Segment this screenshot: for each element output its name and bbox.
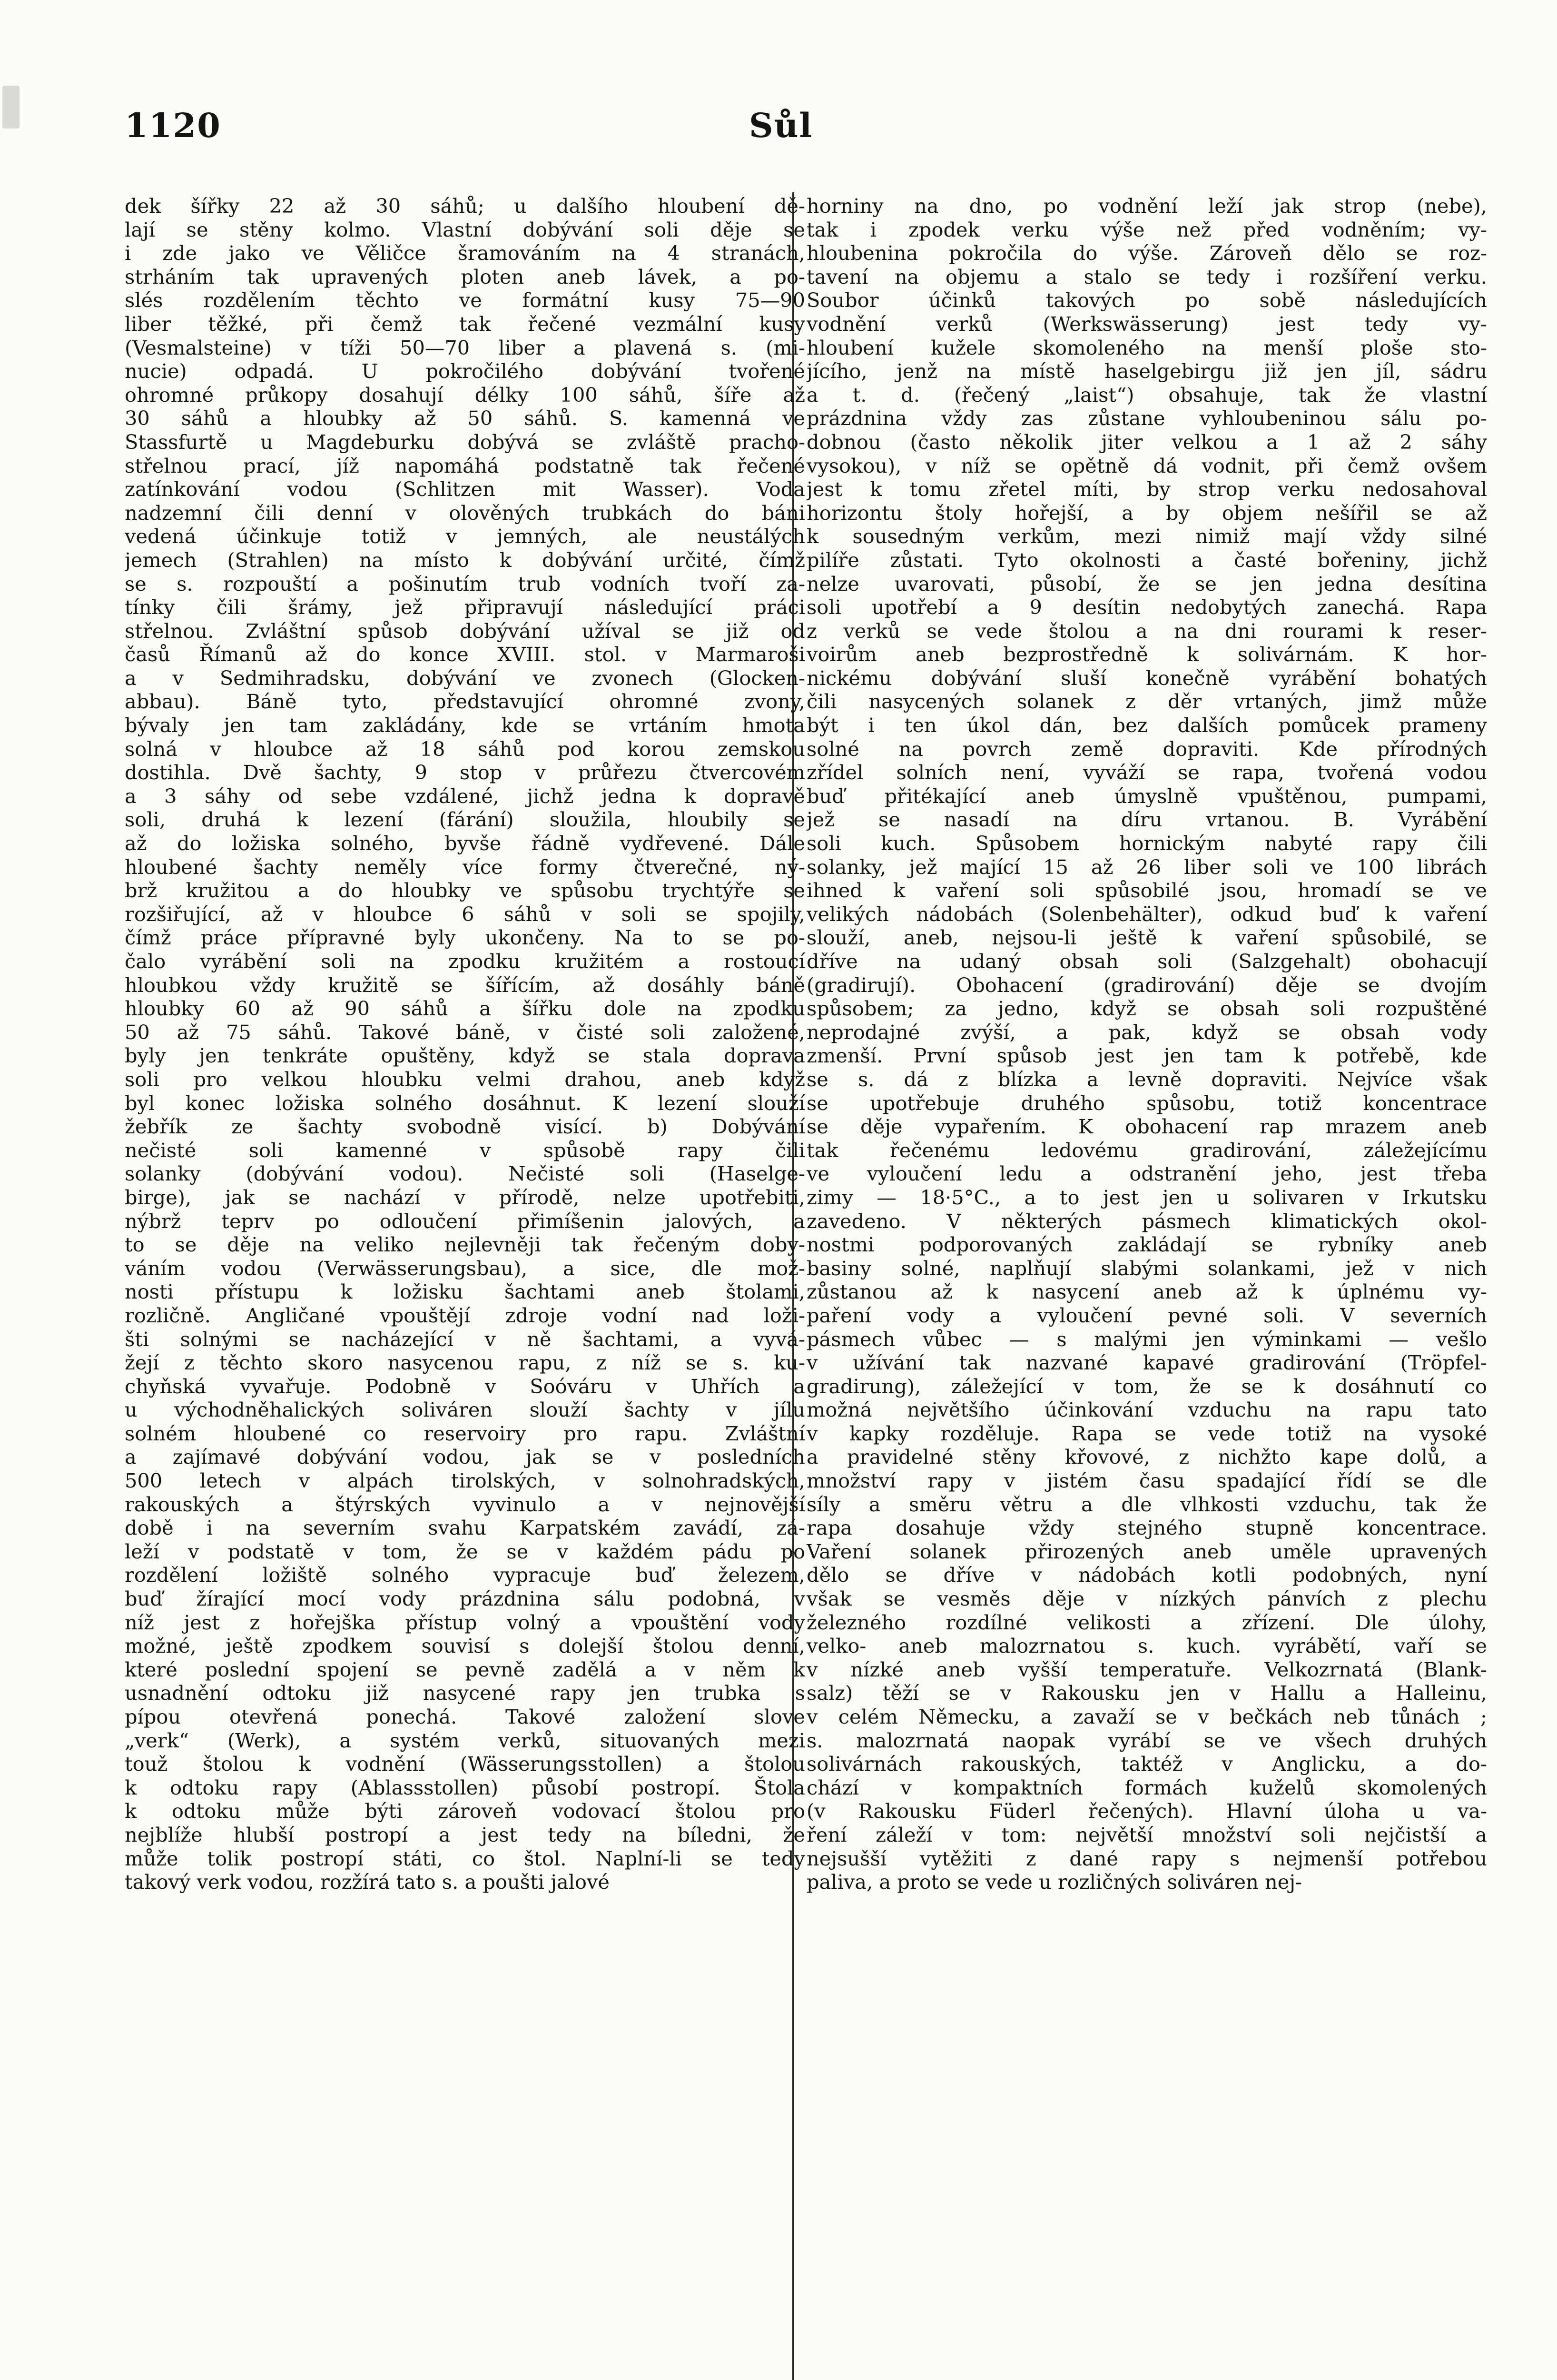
left-column-line: nadzemní čili denní v olověných trubkách do báni: [125, 501, 805, 525]
right-column-line: velko- aneb malozrnatou s. kuch. vyrábětí, vaří se: [807, 1634, 1487, 1658]
left-column-line: ohromné průkopy dosahují délky 100 sáhů, šíře až: [125, 383, 805, 407]
right-column-line: z verků se vede štolou a na dni rourami k reser-: [807, 619, 1487, 643]
left-column-line: brž kružitou a do hloubky ve spůsobu trychtýře se: [125, 879, 805, 902]
left-column-line: bývaly jen tam zakládány, kde se vrtáním hmota: [125, 714, 805, 737]
left-column-line: leží v podstatě v tom, že se v každém pádu po: [125, 1539, 805, 1563]
left-column-line: k odtoku může býti zároveň vodovací štolou pro: [125, 1799, 805, 1823]
right-column-line: železného rozdílné velikosti a zřízení. Dle úlohy,: [807, 1610, 1487, 1634]
left-column-line: možné, ještě zpodkem souvisí s dolejší štolou denní,: [125, 1634, 805, 1658]
right-column-line: jícího, jenž na místě haselgebirgu již jen jíl, sádru: [807, 359, 1487, 383]
right-column-line: pásmech vůbec — s malými jen výminkami — vešlo: [807, 1327, 1487, 1351]
page-number: 1120: [125, 106, 221, 145]
right-column-line: gradirung), záležející v tom, že se k dosáhnutí co: [807, 1374, 1487, 1398]
left-column-line: které poslední spojení se pevně zadělá a v něm k: [125, 1657, 805, 1681]
right-column-line: hloubení kužele skomoleného na menší ploše sto-: [807, 336, 1487, 359]
left-column-line: žebřík ze šachty svobodně visící. b) Dobývání: [125, 1115, 805, 1139]
right-column-line: Vaření solanek přirozených aneb uměle upravených: [807, 1539, 1487, 1563]
left-column-line: 30 sáhů a hloubky až 50 sáhů. S. kamenná ve: [125, 407, 805, 430]
left-column-line: usnadnění odtoku již nasycené rapy jen trubka s: [125, 1681, 805, 1705]
right-column-line: horizontu štoly hořejší, a by objem nešířil se až: [807, 501, 1487, 525]
right-column-line: hloubenina pokročila do výše. Zároveň dělo se roz-: [807, 241, 1487, 265]
right-column-line: paření vody a vyloučení pevné soli. V severních: [807, 1303, 1487, 1327]
left-column-line: hloubky 60 až 90 sáhů a šířku dole na zpodku: [125, 997, 805, 1021]
left-column-line: váním vodou (Verwässerungsbau), a sice, dle mož-: [125, 1256, 805, 1280]
right-column-line: být i ten úkol dán, bez dalších pomůcek prameny: [807, 714, 1487, 737]
left-column-line: časů Římanů až do konce XVIII. stol. v Marmaroši: [125, 643, 805, 666]
left-column-line: hloubkou vždy kružitě se šířícím, až dosáhly báně: [125, 973, 805, 997]
right-column-line: Soubor účinků takových po sobě následujících: [807, 288, 1487, 312]
right-column-line: ření záleží v tom: největší množství soli nejčistší a: [807, 1823, 1487, 1846]
right-column-line: solivárnách rakouských, taktéž v Anglicku, a do-: [807, 1752, 1487, 1776]
right-column-line: (v Rakousku Füderl řečených). Hlavní úloha u va-: [807, 1799, 1487, 1823]
left-column-line: touž štolou k vodnění (Wässerungsstollen) a štolou: [125, 1752, 805, 1776]
right-column-line: neprodajné zvýší, a pak, když se obsah vody: [807, 1020, 1487, 1044]
left-column-line: dostihla. Dvě šachty, 9 stop v průřezu čtvercovém: [125, 761, 805, 784]
right-column-line: horniny na dno, po vodnění leží jak strop (nebe),: [807, 194, 1487, 218]
left-column-line: to se děje na veliko nejlevněji tak řečeným doby-: [125, 1233, 805, 1257]
right-column-line: (gradirují). Obohacení (gradirování) děje se dvojím: [807, 973, 1487, 997]
right-column-line: jež se nasadí na díru vrtanou. B. Vyrábění: [807, 808, 1487, 832]
right-column-line: se děje vypařením. K obohacení rap mrazem aneb: [807, 1115, 1487, 1139]
right-column-line: soli upotřebí a 9 desítin nedobytých zanechá. Rapa: [807, 595, 1487, 619]
left-column-line: strháním tak upravených ploten aneb lávek, a po-: [125, 265, 805, 288]
left-column-line: a v Sedmihradsku, dobývání ve zvonech (Glocken-: [125, 666, 805, 690]
left-column-line: jemech (Strahlen) na místo k dobývání určité, čímž: [125, 548, 805, 572]
right-column-line: se s. dá z blízka a levně dopraviti. Nejvíce však: [807, 1067, 1487, 1091]
running-head: Sůl: [749, 106, 813, 145]
right-column-line: slouží, aneb, nejsou-li ještě k vaření spůsobilé, se: [807, 926, 1487, 950]
right-column-line: soli kuch. Spůsobem hornickým nabyté rapy čili: [807, 832, 1487, 855]
left-column-line: nýbrž teprv po odloučení přimíšenin jalových, a: [125, 1209, 805, 1233]
left-column-line: rozličně. Angličané vpouštějí zdroje vodní nad loži-: [125, 1303, 805, 1327]
right-column-line: nickému dobývání sluší konečně vyrábění bohatých: [807, 666, 1487, 690]
left-column-line: solanky (dobývání vodou). Nečisté soli (Haselge-: [125, 1162, 805, 1186]
left-column-line: solná v hloubce až 18 sáhů pod korou zemskou: [125, 737, 805, 761]
left-column-line: zatínkování vodou (Schlitzen mit Wasser). Voda: [125, 477, 805, 501]
left-column-line: tínky čili šrámy, jež připravují následující práci: [125, 595, 805, 619]
right-column-line: paliva, a proto se vede u rozličných soliváren nej-: [807, 1870, 1302, 1894]
right-column-line: čili nasycených solanek z děr vrtaných, jimž může: [807, 690, 1487, 714]
right-column-line: se upotřebuje druhého spůsobu, totiž koncentrace: [807, 1091, 1487, 1115]
right-column-line: v užívání tak nazvané kapavé gradirování (Tröpfel-: [807, 1351, 1487, 1375]
left-column-line: šti solnými se nacházející v ně šachtami, a vyvá-: [125, 1327, 805, 1351]
left-column-line: dek šířky 22 až 30 sáhů; u dalšího hloubení dě-: [125, 194, 805, 218]
left-column-line: rozdělení ložiště solného vypracuje buď železem,: [125, 1563, 805, 1587]
right-column: [807, 194, 1487, 1894]
right-column-line: spůsobem; za jedno, když se obsah soli rozpuštěné: [807, 997, 1487, 1021]
left-column-line: a 3 sáhy od sebe vzdálené, jichž jedna k dopravě: [125, 784, 805, 808]
left-column: [125, 194, 805, 1894]
right-column-line: rapa dosahuje vždy stejného stupně koncentrace.: [807, 1516, 1487, 1540]
left-column-line: takový verk vodou, rozžírá tato s. a poušti jalové: [125, 1870, 610, 1894]
right-column-line: tak i zpodek verku výše než před vodněním; vy-: [807, 218, 1487, 241]
right-column-line: prázdnina vždy zas zůstane vyhloubeninou sálu po-: [807, 407, 1487, 430]
left-column-line: vedená účinkuje totiž v jemných, ale neustálých: [125, 525, 805, 548]
right-column-line: pilíře zůstati. Tyto okolnosti a časté bořeniny, jichž: [807, 548, 1487, 572]
right-column-line: solné na povrch země dopraviti. Kde přírodných: [807, 737, 1487, 761]
left-column-line: u východněhalických soliváren slouží šachty v jílu: [125, 1398, 805, 1422]
right-column-line: zůstanou až k nasycení aneb až k úplnému vy-: [807, 1280, 1487, 1304]
left-column-line: lají se stěny kolmo. Vlastní dobývání soli děje se: [125, 218, 805, 241]
right-column-line: jest k tomu zřetel míti, by strop verku nedosahoval: [807, 477, 1487, 501]
left-column-line: soli pro velkou hloubku velmi drahou, aneb když: [125, 1067, 805, 1091]
right-column-line: síly a směru větru a dle vlhkosti vzduchu, tak že: [807, 1492, 1487, 1516]
left-column-line: nosti přístupu k ložisku šachtami aneb štolami,: [125, 1280, 805, 1304]
left-column-line: chyňská vyvařuje. Podobně v Soóváru v Uhřích a: [125, 1374, 805, 1398]
right-column-line: zimy — 18·5°C., a to jest jen u solivaren v Irkutsku: [807, 1185, 1487, 1209]
left-column-line: žejí z těchto skoro nasycenou rapu, z níž se s. ku-: [125, 1351, 805, 1375]
left-column-line: „verk“ (Werk), a systém verků, situovaných mezi: [125, 1728, 805, 1752]
right-column-line: voirům aneb bezprostředně k solivárnám. K hor-: [807, 643, 1487, 666]
left-column-line: k odtoku rapy (Ablassstollen) působí postropí. Štola: [125, 1775, 805, 1799]
right-column-line: dobnou (často několik jiter velkou a 1 až 2 sáhy: [807, 430, 1487, 454]
right-column-line: v kapky rozděluje. Rapa se vede totiž na vysoké: [807, 1421, 1487, 1445]
left-column-line: liber těžké, při čemž tak řečené vezmální kusy: [125, 312, 805, 336]
right-column-line: solanky, jež mající 15 až 26 liber soli ve 100 librách: [807, 855, 1487, 879]
right-column-line: ihned k vaření soli spůsobilé jsou, hromadí se ve: [807, 879, 1487, 902]
left-column-line: pípou otevřená ponechá. Takové založení slove: [125, 1705, 805, 1728]
right-column-line: chází v kompaktních formách kuželů skomolených: [807, 1775, 1487, 1799]
right-column-line: nelze uvarovati, působí, že se jen jedna desítina: [807, 572, 1487, 595]
right-column-line: nejsušší vytěžiti z dané rapy s nejmenší potřebou: [807, 1846, 1487, 1870]
left-column-line: se s. rozpouští a pošinutím trub vodních tvoří za-: [125, 572, 805, 595]
right-column-line: však se vesměs děje v nízkých pánvích z plechu: [807, 1587, 1487, 1611]
left-column-line: nejblíže hlubší postropí a jest tedy na bíledni, že: [125, 1823, 805, 1846]
left-column-line: byl konec ložiska solného dosáhnut. K lezení slouží: [125, 1091, 805, 1115]
right-column-line: a t. d. (řečený „laist“) obsahuje, tak že vlastní: [807, 383, 1487, 407]
left-column-line: solném hloubené co reservoiry pro rapu. Zvláštní: [125, 1421, 805, 1445]
left-column-line: birge), jak se nachází v přírodě, nelze upotřebiti,: [125, 1185, 805, 1209]
right-column-line: vodnění verků (Werkswässerung) jest tedy vy-: [807, 312, 1487, 336]
left-column-line: střelnou. Zvláštní spůsob dobývání užíval se již od: [125, 619, 805, 643]
right-column-line: v celém Německu, a zavaží se v bečkách neb tůnách ;: [807, 1705, 1487, 1728]
left-column-line: buď žírající mocí vody prázdnina sálu podobná, v: [125, 1587, 805, 1611]
right-column-line: nostmi podporovaných zakládají se rybníky aneb: [807, 1233, 1487, 1257]
right-column-line: salz) těží se v Rakousku jen v Hallu a Halleinu,: [807, 1681, 1487, 1705]
right-column-line: s. malozrnatá naopak vyrábí se ve všech druhých: [807, 1728, 1487, 1752]
left-column-line: může tolik postropí státi, co štol. Naplní-li se tedy: [125, 1846, 805, 1870]
left-column-line: 500 letech v alpách tirolských, v solnohradských,: [125, 1469, 805, 1493]
left-column-line: střelnou prací, jíž napomáhá podstatně tak řečené: [125, 454, 805, 477]
left-column-line: nečisté soli kamenné v spůsobě rapy čili: [125, 1138, 805, 1162]
left-column-line: soli, druhá k lezení (fárání) sloužila, hloubily se: [125, 808, 805, 832]
right-column-line: velikých nádobách (Solenbehälter), odkud buď k vaření: [807, 902, 1487, 926]
right-column-line: a pravidelné stěny křovové, z nichžto kape dolů, a: [807, 1445, 1487, 1469]
left-column-line: době i na severním svahu Karpatském zavádí, zá-: [125, 1516, 805, 1540]
left-column-line: (Vesmalsteine) v tíži 50—70 liber a plavená s. (mi-: [125, 336, 805, 359]
right-column-line: množství rapy v jistém času spadající řídí se dle: [807, 1469, 1487, 1493]
right-column-line: v nízké aneb vyšší temperatuře. Velkozrnatá (Blank-: [807, 1657, 1487, 1681]
right-column-line: basiny solné, naplňují slabými solankami, jež v nich: [807, 1256, 1487, 1280]
scan-speck: [2, 86, 20, 129]
left-column-line: nucie) odpadá. U pokročilého dobývání tvořené: [125, 359, 805, 383]
right-column-line: dělo se dříve v nádobách kotli podobných, nyní: [807, 1563, 1487, 1587]
right-column-line: tak řečenému ledovému gradirování, záležejícímu: [807, 1138, 1487, 1162]
left-column-line: níž jest z hořejška přístup volný a vpouštění vody: [125, 1610, 805, 1634]
left-column-line: byly jen tenkráte opuštěny, když se stala doprava: [125, 1044, 805, 1068]
right-column-line: zřídel solních není, vyváží se rapa, tvořená vodou: [807, 761, 1487, 784]
left-column-line: hloubené šachty neměly více formy čtverečné, ný-: [125, 855, 805, 879]
left-column-line: rakouských a štýrských vyvinulo a v nejnovější: [125, 1492, 805, 1516]
right-column-line: dříve na udaný obsah soli (Salzgehalt) obohacují: [807, 950, 1487, 973]
left-column-line: čímž práce přípravné byly ukončeny. Na to se po-: [125, 926, 805, 950]
right-column-line: možná největšího účinkování vzduchu na rapu tato: [807, 1398, 1487, 1422]
left-column-line: Stassfurtě u Magdeburku dobývá se zvláště pracho-: [125, 430, 805, 454]
right-column-line: buď přitékající aneb úmyslně vpuštěnou, pumpami,: [807, 784, 1487, 808]
left-column-line: čalo vyrábění soli na zpodku kružitém a rostoucí: [125, 950, 805, 973]
left-column-line: abbau). Báně tyto, představující ohromné zvony,: [125, 690, 805, 714]
right-column-line: zmenší. První spůsob jest jen tam k potřebě, kde: [807, 1044, 1487, 1068]
right-column-line: k sousedným verkům, mezi nimiž mají vždy silné: [807, 525, 1487, 548]
right-column-line: vysokou), v níž se opětně dá vodnit, při čemž ovšem: [807, 454, 1487, 477]
right-column-line: tavení na objemu a stalo se tedy i rozšíření verku.: [807, 265, 1487, 288]
left-column-line: slés rozdělením těchto ve formátní kusy 75—90: [125, 288, 805, 312]
right-column-line: ve vyloučení ledu a odstranění jeho, jest třeba: [807, 1162, 1487, 1186]
left-column-line: až do ložiska solného, byvše řádně vydřevené. Dále: [125, 832, 805, 855]
left-column-line: rozšiřující, až v hloubce 6 sáhů v soli se spojily,: [125, 902, 805, 926]
left-column-line: 50 až 75 sáhů. Takové báně, v čisté soli založené,: [125, 1020, 805, 1044]
left-column-line: a zajímavé dobývání vodou, jak se v posledních: [125, 1445, 805, 1469]
right-column-line: zavedeno. V některých pásmech klimatických okol-: [807, 1209, 1487, 1233]
left-column-line: i zde jako ve Věličce šramováním na 4 stranách,: [125, 241, 805, 265]
